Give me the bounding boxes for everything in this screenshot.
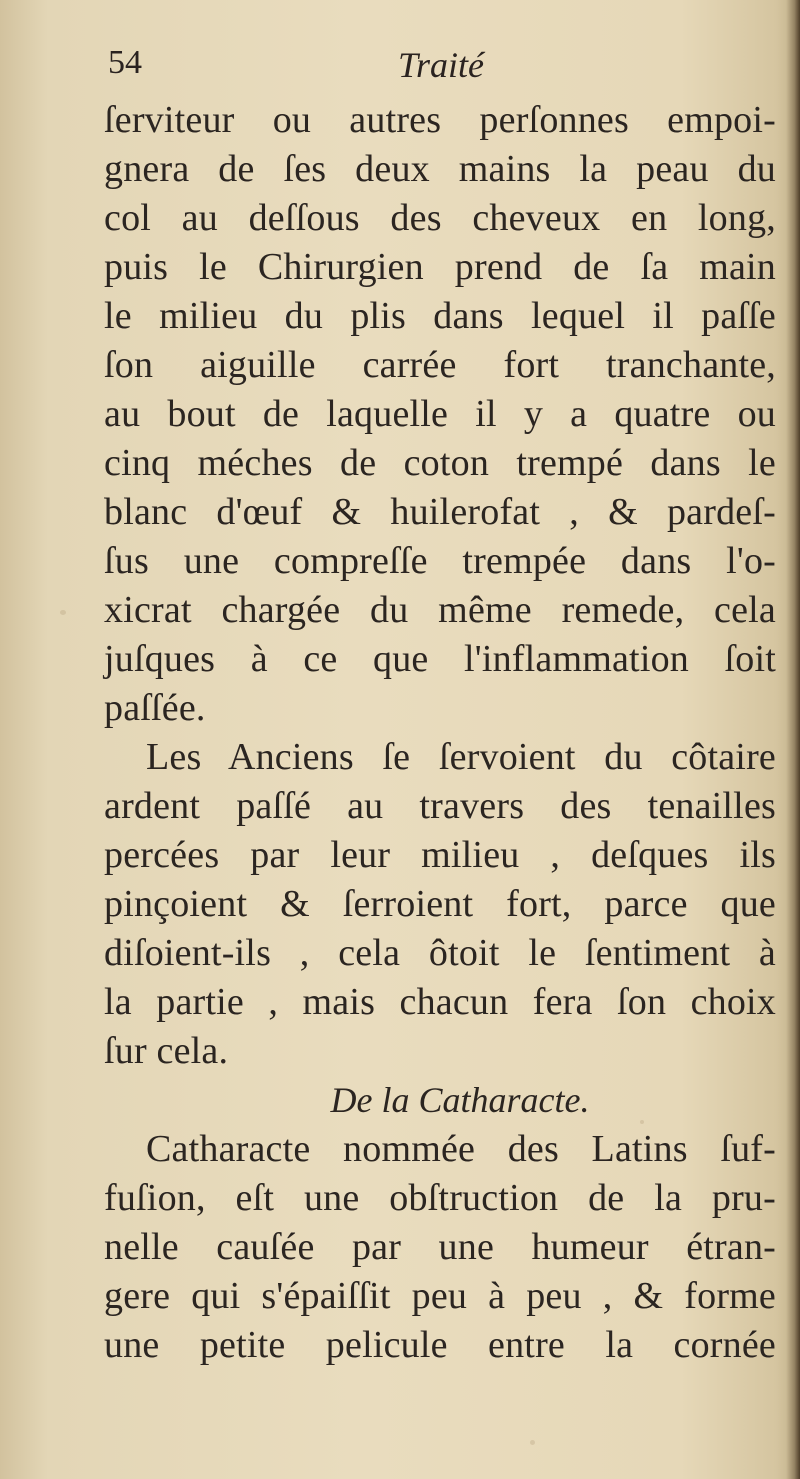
text-line: nelle cauſée par une humeur étran- <box>104 1226 776 1268</box>
text-line: une petite pelicule entre la cornée <box>104 1324 776 1366</box>
section-heading: De la Catharacte. <box>330 1080 590 1120</box>
text-line: ſur cela. <box>104 1030 229 1072</box>
text-line: fuſion, eſt une obſtruction de la pru- <box>104 1177 776 1219</box>
text-line: la partie , mais chacun fera ſon choix <box>104 981 776 1023</box>
text-line: juſques à ce que l'inflammation ſoit <box>104 638 776 680</box>
text-line: ardent paſſé au travers des tenailles <box>104 785 776 827</box>
text-line: diſoient-ils , cela ôtoit le ſentiment à <box>104 932 776 974</box>
text-line: ſus une compreſſe trempée dans l'o- <box>104 540 776 582</box>
text-line: ſon aiguille carrée fort tranchante, <box>104 344 776 386</box>
text-line: blanc d'œuf & huilerofat , & pardeſ- <box>104 491 776 533</box>
body-text <box>104 96 776 1370</box>
text-line: ſerviteur ou autres perſonnes empoi- <box>104 99 776 141</box>
text-line: gnera de ſes deux mains la peau du <box>104 148 776 190</box>
text-line: percées par leur milieu , deſques ils <box>104 834 776 876</box>
page-number: 54 <box>108 44 142 81</box>
text-line: cinq méches de coton trempé dans le <box>104 442 776 484</box>
text-line: gere qui s'épaiſſit peu à peu , & forme <box>104 1275 776 1317</box>
text-line: pinçoient & ſerroient fort, parce que <box>104 883 776 925</box>
paper-speck <box>60 610 66 615</box>
text-line: au bout de laquelle il y a quatre ou <box>104 393 776 435</box>
page-header <box>108 44 768 100</box>
text-line: le milieu du plis dans lequel il paſſe <box>104 295 776 337</box>
text-line: Les Anciens ſe ſervoient du côtaire <box>146 736 776 778</box>
text-line: col au deſſous des cheveux en long, <box>104 197 776 239</box>
text-line: paſſée. <box>104 687 206 729</box>
text-line: Catharacte nommée des Latins ſuf- <box>146 1128 776 1170</box>
running-title: Traité <box>398 45 485 85</box>
text-line: puis le Chirurgien prend de ſa main <box>104 246 776 288</box>
paper-speck <box>530 1440 535 1445</box>
text-line: xicrat chargée du même remede, cela <box>104 589 776 631</box>
